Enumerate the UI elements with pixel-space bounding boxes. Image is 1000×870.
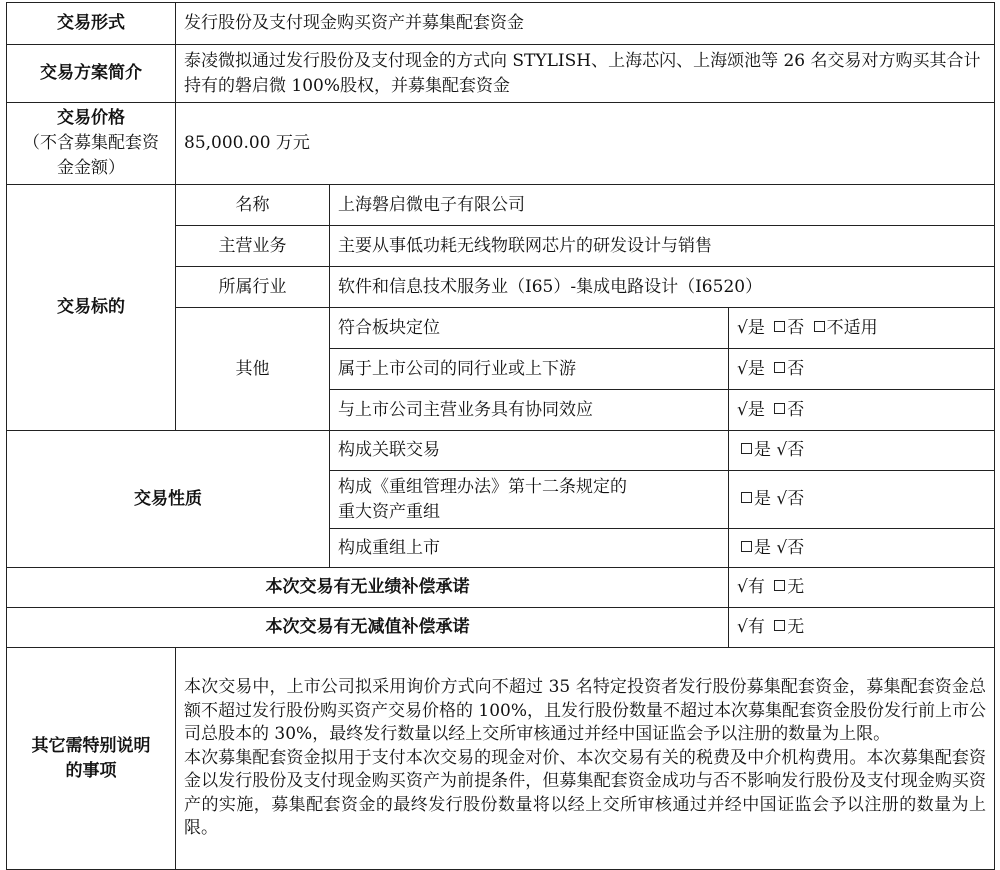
- option-label: 否: [787, 399, 805, 420]
- transaction-summary-table: [6, 2, 995, 870]
- check-mark-icon: √: [737, 399, 748, 420]
- row-transaction-plan: [7, 45, 995, 103]
- special-notes-label-line2: 的事项: [65, 760, 117, 781]
- special-notes-value: [176, 648, 995, 870]
- target-industry-label: 所属行业: [176, 267, 330, 308]
- impairment-commitment-label: 本次交易有无减值补偿承诺: [7, 608, 729, 648]
- transaction-form-label: 交易形式: [7, 3, 176, 45]
- row-transaction-price: [7, 103, 995, 185]
- special-notes-label-line1: 其它需特别说明: [31, 735, 151, 756]
- checkbox-icon: [741, 443, 752, 454]
- other-item-1-text: 符合板块定位: [330, 308, 729, 349]
- transaction-price-value: 85,000.00 万元: [176, 103, 995, 185]
- check-mark-icon: √: [737, 317, 748, 338]
- option-label: 无: [787, 577, 805, 597]
- option-label: 是: [747, 317, 765, 338]
- option-label: 无: [787, 617, 805, 637]
- impairment-commitment-options: [729, 608, 995, 648]
- check-mark-icon: √: [776, 489, 788, 509]
- transaction-nature-label: 交易性质: [7, 431, 330, 568]
- special-notes-paragraph-2: 本次募集配套资金拟用于支付本次交易的现金对价、本次交易有关的税费及中介机构费用。本次募集配套资金以发行股份及支付现金购买资产为前提条件，但募集配套资金成功与否不影响发行股份及支付现金购买资产的实施，募集配套资金的最终发行股份数量将以经上交所审核通过并经中国证监会予以注册的数量为上限。: [184, 747, 986, 839]
- row-impairment-commitment: [7, 608, 995, 648]
- nature-item-2-line1: 构成《重组管理办法》第十二条规定的: [338, 476, 627, 497]
- check-mark-icon: √: [737, 577, 748, 597]
- transaction-price-label-main: 交易价格: [57, 108, 125, 128]
- nature-item-2-options: [729, 471, 995, 529]
- checkbox-icon: [814, 321, 825, 332]
- target-other-label: 其他: [176, 308, 330, 431]
- option-label: 否: [787, 317, 805, 338]
- option-label: 是: [754, 537, 771, 558]
- row-special-notes: [7, 648, 995, 870]
- performance-commitment-options: [729, 568, 995, 608]
- nature-item-1-text: 构成关联交易: [330, 431, 729, 471]
- option-label: 否: [787, 537, 805, 558]
- other-item-3-text: 与上市公司主营业务具有协同效应: [330, 390, 729, 431]
- other-item-3-options: [729, 390, 995, 431]
- option-label: 否: [787, 358, 805, 379]
- special-notes-paragraph-1: 本次交易中，上市公司拟采用询价方式向不超过 35 名特定投资者发行股份募集配套资金，募集配套资金总额不超过发行股份购买资产交易价格的 100%，且发行股份数量不超过本次募集配套资金股份发行前上市公司总股本的 30%，最终发行数量以经上交所审核通过并经中国证监会予以注册的数量为上限。: [184, 677, 987, 745]
- transaction-plan-value: 泰凌微拟通过发行股份及支付现金的方式向 STYLISH、上海芯闪、上海颂池等 26 名交易对方购买其合计持有的磐启微 100%股权，并募集配套资金: [176, 45, 995, 103]
- target-name-label: 名称: [176, 185, 330, 226]
- performance-commitment-label: 本次交易有无业绩补偿承诺: [7, 568, 729, 608]
- nature-item-2-line2: 重大资产重组: [338, 501, 440, 522]
- transaction-price-label-note: （不含募集配套资金金额）: [23, 133, 159, 178]
- transaction-plan-label: 交易方案简介: [7, 45, 176, 103]
- checkbox-icon: [774, 580, 785, 591]
- option-label: 是: [747, 399, 765, 420]
- option-label: 否: [787, 440, 805, 460]
- target-business-label: 主营业务: [176, 226, 330, 267]
- checkbox-icon: [774, 620, 785, 631]
- target-name-value: 上海磐启微电子有限公司: [330, 185, 995, 226]
- checkbox-icon: [741, 541, 752, 552]
- nature-item-1-options: [729, 431, 995, 471]
- transaction-price-label: [7, 103, 176, 185]
- option-label: 不适用: [826, 317, 878, 338]
- nature-item-2-text: [330, 471, 729, 529]
- checkbox-icon: [774, 362, 785, 373]
- option-label: 是: [754, 440, 771, 460]
- nature-item-3-text: 构成重组上市: [330, 529, 729, 568]
- option-label: 有: [747, 577, 765, 597]
- transaction-form-value: 发行股份及支付现金购买资产并募集配套资金: [176, 3, 995, 45]
- check-mark-icon: √: [776, 537, 788, 558]
- check-mark-icon: √: [776, 440, 788, 460]
- row-nature-1: [7, 431, 995, 471]
- row-performance-commitment: [7, 568, 995, 608]
- nature-item-3-options: [729, 529, 995, 568]
- option-label: 有: [747, 617, 765, 637]
- option-label: 是: [747, 358, 765, 379]
- transaction-target-label: 交易标的: [7, 185, 176, 431]
- special-notes-label: [7, 648, 176, 870]
- checkbox-icon: [774, 403, 785, 414]
- checkbox-icon: [774, 321, 785, 332]
- other-item-2-options: [729, 349, 995, 390]
- check-mark-icon: √: [737, 617, 748, 637]
- row-target-name: [7, 185, 995, 226]
- row-transaction-form: [7, 3, 995, 45]
- checkbox-icon: [741, 492, 752, 503]
- other-item-2-text: 属于上市公司的同行业或上下游: [330, 349, 729, 390]
- other-item-1-options: [729, 308, 995, 349]
- target-industry-value: 软件和信息技术服务业（I65）-集成电路设计（I6520）: [330, 267, 995, 308]
- check-mark-icon: √: [737, 358, 748, 379]
- target-business-value: 主要从事低功耗无线物联网芯片的研发设计与销售: [330, 226, 995, 267]
- option-label: 是: [754, 489, 771, 509]
- option-label: 否: [787, 489, 805, 509]
